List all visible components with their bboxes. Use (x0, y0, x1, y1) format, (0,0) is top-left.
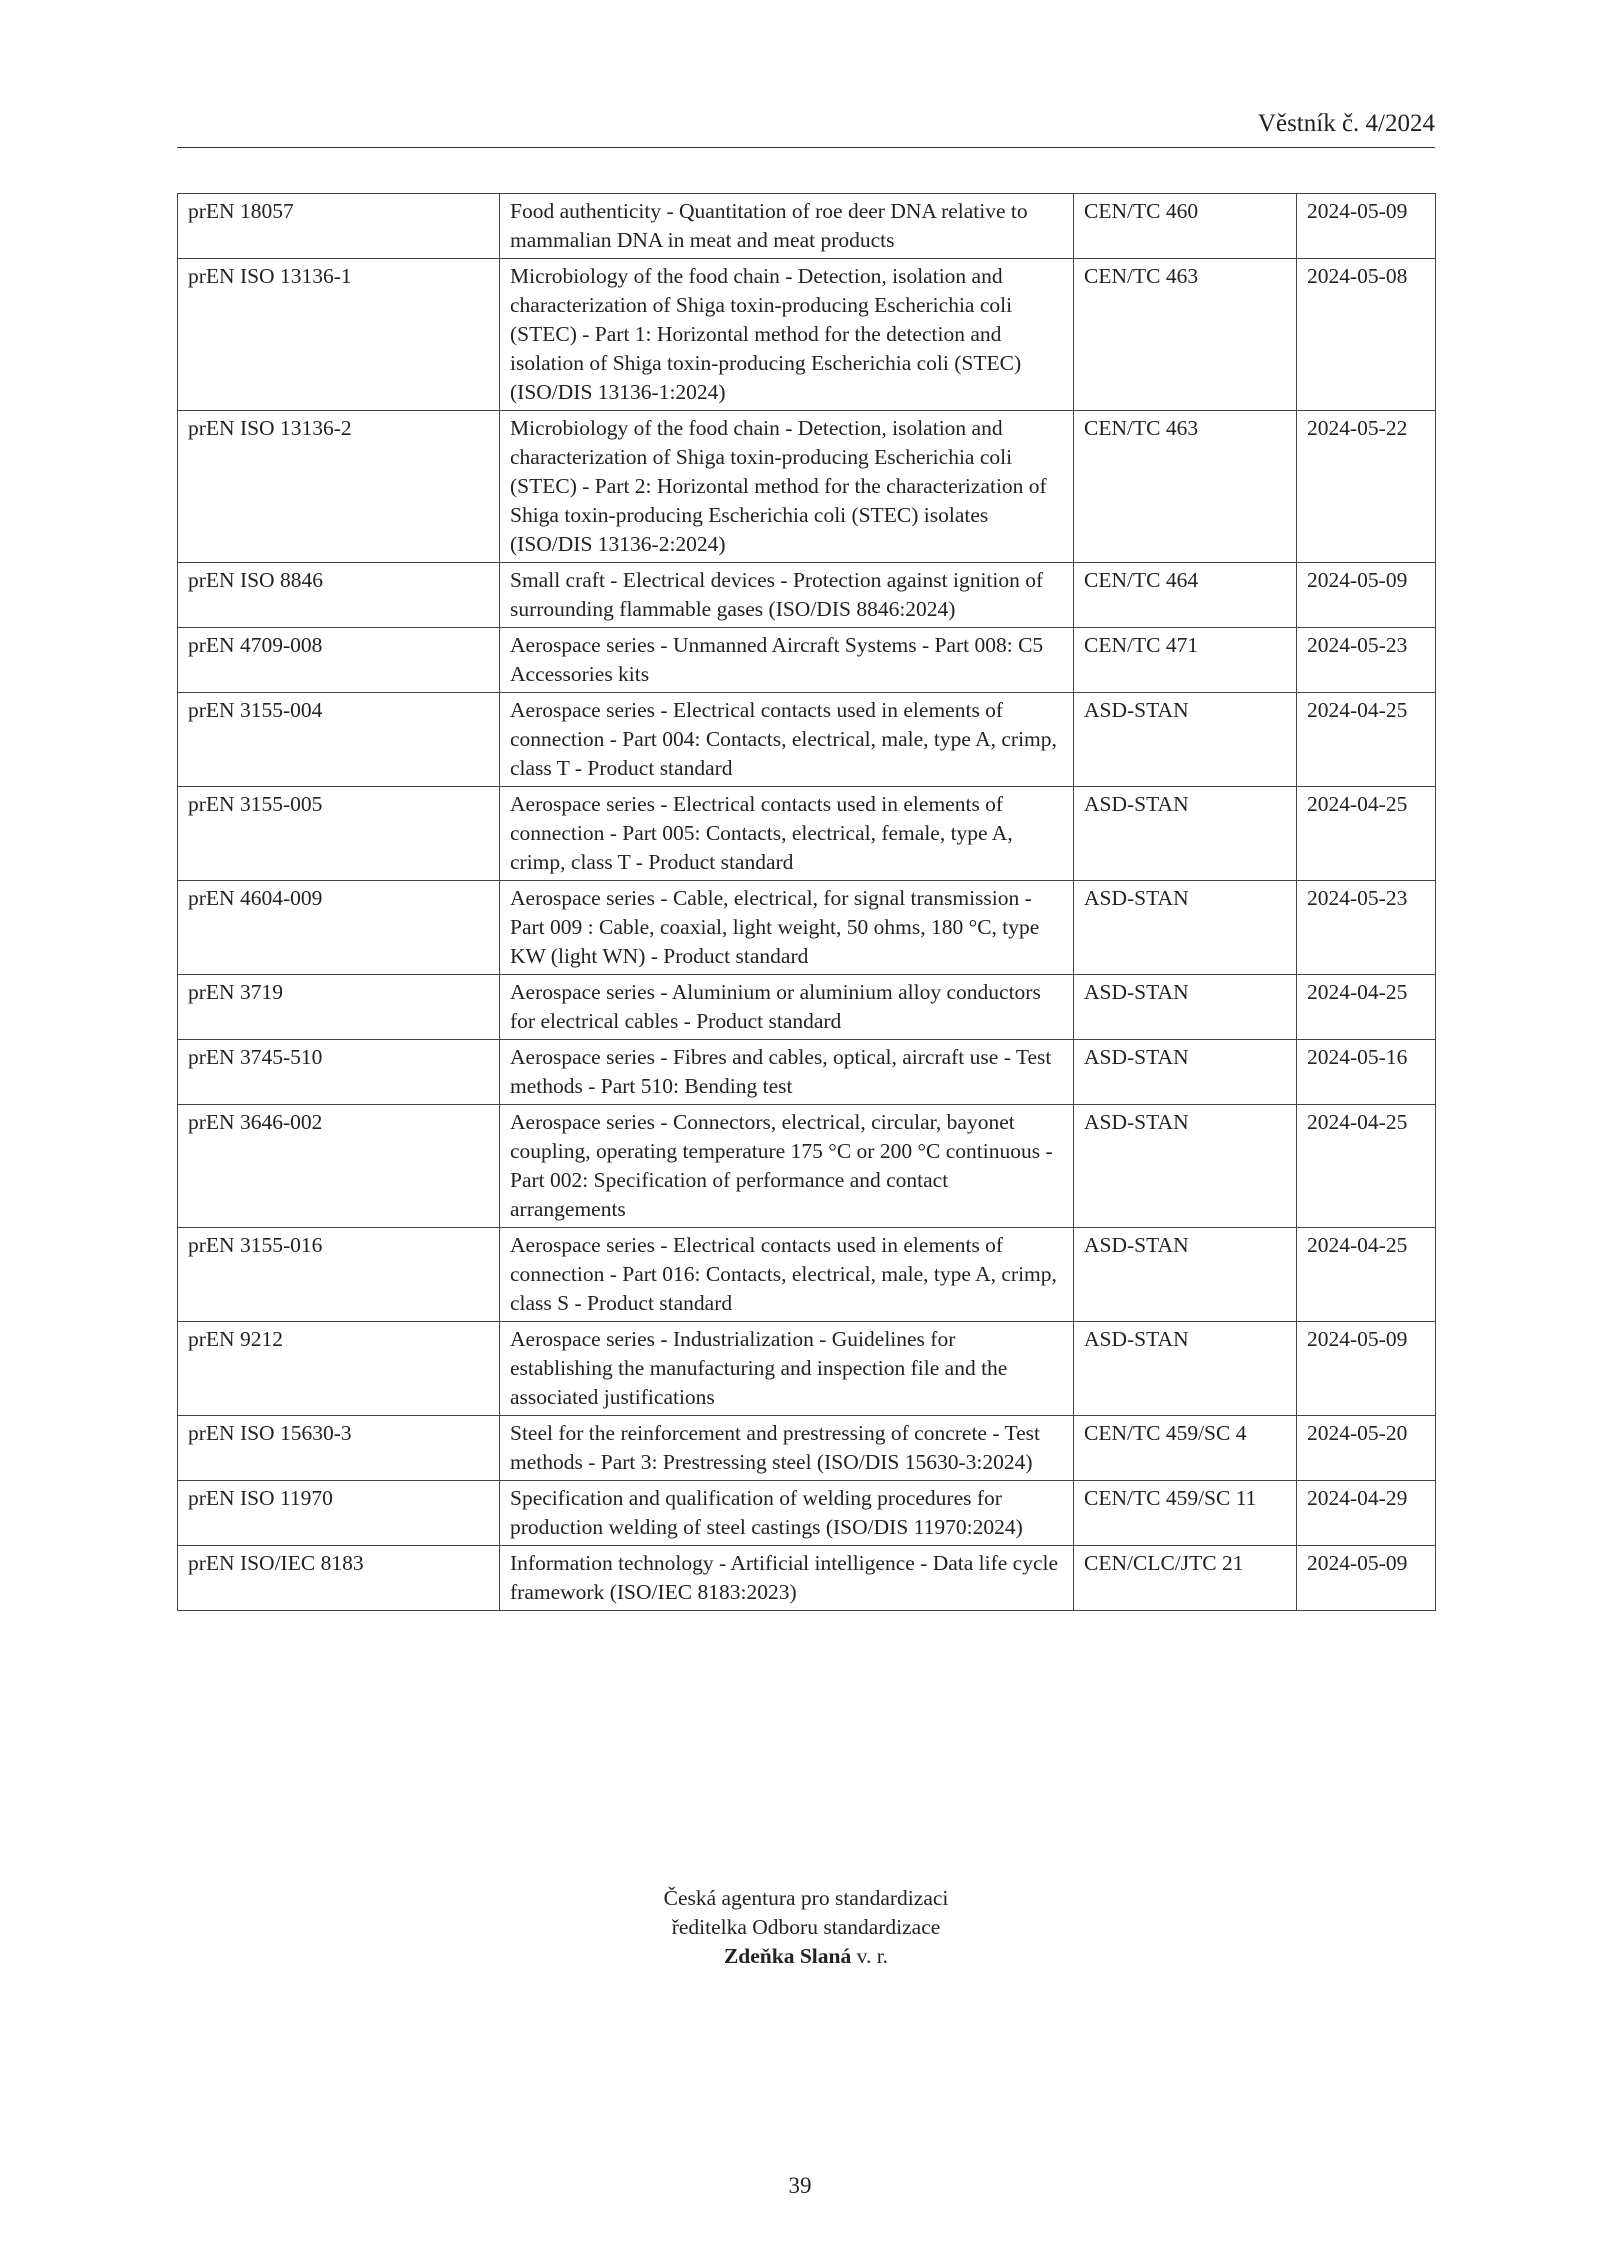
standard-title-cell: Aerospace series - Electrical contacts used in elements of connection - Part 005: Contacts, electrical, female, type A, crimp, class T - Product standard (500, 787, 1074, 881)
signer-line (177, 1942, 1435, 1971)
committee-cell: ASD-STAN (1074, 881, 1297, 975)
deadline-date-cell: 2024-04-25 (1297, 787, 1436, 881)
standard-code-cell: prEN 3719 (178, 975, 500, 1040)
table-row (178, 693, 1436, 787)
standard-title-cell: Aerospace series - Industrialization - Guidelines for establishing the manufacturing and inspection file and the associated justifications (500, 1322, 1074, 1416)
standard-title-cell: Microbiology of the food chain - Detection, isolation and characterization of Shiga toxin-producing Escherichia coli (STEC) - Part 2: Horizontal method for the characterization of Shiga toxin-producing Escherichia coli (STEC) isolates (ISO/DIS 13136-2:2024) (500, 411, 1074, 563)
deadline-date-cell: 2024-05-23 (1297, 628, 1436, 693)
committee-cell: ASD-STAN (1074, 1322, 1297, 1416)
standard-title-cell: Aerospace series - Unmanned Aircraft Systems - Part 008: C5 Accessories kits (500, 628, 1074, 693)
page-number: 39 (788, 2173, 812, 2198)
deadline-date-cell: 2024-05-20 (1297, 1416, 1436, 1481)
table-row (178, 259, 1436, 411)
signature-block (177, 1884, 1435, 1971)
journal-issue-title: Věstník č. 4/2024 (1257, 110, 1435, 137)
table-row (178, 628, 1436, 693)
standard-code-cell: prEN ISO/IEC 8183 (178, 1546, 500, 1611)
deadline-date-cell: 2024-04-29 (1297, 1481, 1436, 1546)
standard-title-cell: Aerospace series - Fibres and cables, optical, aircraft use - Test methods - Part 510: Bending test (500, 1040, 1074, 1105)
deadline-date-cell: 2024-05-09 (1297, 563, 1436, 628)
standard-code-cell: prEN ISO 8846 (178, 563, 500, 628)
standard-title-cell: Aerospace series - Cable, electrical, for signal transmission - Part 009 : Cable, coaxial, light weight, 50 ohms, 180 °C, type KW (light WN) - Product standard (500, 881, 1074, 975)
table-row (178, 563, 1436, 628)
standard-code-cell: prEN 4709-008 (178, 628, 500, 693)
committee-cell: CEN/TC 459/SC 4 (1074, 1416, 1297, 1481)
committee-cell: CEN/CLC/JTC 21 (1074, 1546, 1297, 1611)
standard-code-cell: prEN 3155-004 (178, 693, 500, 787)
standard-title-cell: Aerospace series - Electrical contacts used in elements of connection - Part 016: Contacts, electrical, male, type A, crimp, class S - Product standard (500, 1228, 1074, 1322)
standard-code-cell: prEN 3155-016 (178, 1228, 500, 1322)
standard-code-cell: prEN 18057 (178, 194, 500, 259)
committee-cell: ASD-STAN (1074, 1040, 1297, 1105)
standards-table-body (178, 194, 1436, 1611)
signer-name: Zdeňka Slaná (723, 1944, 852, 1968)
standards-table (177, 193, 1436, 1611)
organization-name: Česká agentura pro standardizaci (663, 1886, 949, 1910)
deadline-date-cell: 2024-04-25 (1297, 1105, 1436, 1228)
table-row (178, 1322, 1436, 1416)
deadline-date-cell: 2024-04-25 (1297, 1228, 1436, 1322)
deadline-date-cell: 2024-05-08 (1297, 259, 1436, 411)
table-row (178, 881, 1436, 975)
standard-title-cell: Aerospace series - Connectors, electrical, circular, bayonet coupling, operating temperature 175 °C or 200 °C continuous - Part 002: Specification of performance and contact arrangements (500, 1105, 1074, 1228)
committee-cell: CEN/TC 464 (1074, 563, 1297, 628)
committee-cell: ASD-STAN (1074, 975, 1297, 1040)
deadline-date-cell: 2024-05-23 (1297, 881, 1436, 975)
standard-title-cell: Microbiology of the food chain - Detection, isolation and characterization of Shiga toxin-producing Escherichia coli (STEC) - Part 1: Horizontal method for the detection and isolation of Shiga toxin-producing Escherichia coli (STEC) (ISO/DIS 13136-1:2024) (500, 259, 1074, 411)
standard-code-cell: prEN 4604-009 (178, 881, 500, 975)
signer-suffix: v. r. (856, 1944, 889, 1968)
deadline-date-cell: 2024-04-25 (1297, 975, 1436, 1040)
deadline-date-cell: 2024-05-22 (1297, 411, 1436, 563)
standard-code-cell: prEN ISO 11970 (178, 1481, 500, 1546)
table-row (178, 194, 1436, 259)
standard-title-cell: Steel for the reinforcement and prestressing of concrete - Test methods - Part 3: Prestressing steel (ISO/DIS 15630-3:2024) (500, 1416, 1074, 1481)
committee-cell: ASD-STAN (1074, 1105, 1297, 1228)
committee-cell: CEN/TC 471 (1074, 628, 1297, 693)
table-row (178, 975, 1436, 1040)
committee-cell: ASD-STAN (1074, 1228, 1297, 1322)
committee-cell: CEN/TC 460 (1074, 194, 1297, 259)
standard-code-cell: prEN ISO 13136-2 (178, 411, 500, 563)
standard-code-cell: prEN ISO 13136-1 (178, 259, 500, 411)
standard-code-cell: prEN 3745-510 (178, 1040, 500, 1105)
standard-title-cell: Food authenticity - Quantitation of roe deer DNA relative to mammalian DNA in meat and meat products (500, 194, 1074, 259)
committee-cell: ASD-STAN (1074, 787, 1297, 881)
committee-cell: CEN/TC 463 (1074, 411, 1297, 563)
standard-title-cell: Aerospace series - Aluminium or aluminium alloy conductors for electrical cables - Product standard (500, 975, 1074, 1040)
deadline-date-cell: 2024-05-09 (1297, 1322, 1436, 1416)
standard-title-cell: Specification and qualification of welding procedures for production welding of steel castings (ISO/DIS 11970:2024) (500, 1481, 1074, 1546)
standard-code-cell: prEN 3155-005 (178, 787, 500, 881)
table-row (178, 411, 1436, 563)
table-row (178, 1040, 1436, 1105)
table-row (178, 1416, 1436, 1481)
committee-cell: ASD-STAN (1074, 693, 1297, 787)
committee-cell: CEN/TC 459/SC 11 (1074, 1481, 1297, 1546)
table-row (178, 1105, 1436, 1228)
standard-title-cell: Information technology - Artificial intelligence - Data life cycle framework (ISO/IEC 8183:2023) (500, 1546, 1074, 1611)
deadline-date-cell: 2024-05-09 (1297, 194, 1436, 259)
deadline-date-cell: 2024-05-09 (1297, 1546, 1436, 1611)
standard-title-cell: Aerospace series - Electrical contacts used in elements of connection - Part 004: Contacts, electrical, male, type A, crimp, class T - Product standard (500, 693, 1074, 787)
committee-cell: CEN/TC 463 (1074, 259, 1297, 411)
table-row (178, 1228, 1436, 1322)
table-row (178, 787, 1436, 881)
standard-title-cell: Small craft - Electrical devices - Protection against ignition of surrounding flammable gases (ISO/DIS 8846:2024) (500, 563, 1074, 628)
deadline-date-cell: 2024-04-25 (1297, 693, 1436, 787)
deadline-date-cell: 2024-05-16 (1297, 1040, 1436, 1105)
table-row (178, 1546, 1436, 1611)
standard-code-cell: prEN 3646-002 (178, 1105, 500, 1228)
signer-position: ředitelka Odboru standardizace (671, 1915, 941, 1939)
standard-code-cell: prEN 9212 (178, 1322, 500, 1416)
page-header (177, 110, 1435, 148)
table-row (178, 1481, 1436, 1546)
standard-code-cell: prEN ISO 15630-3 (178, 1416, 500, 1481)
